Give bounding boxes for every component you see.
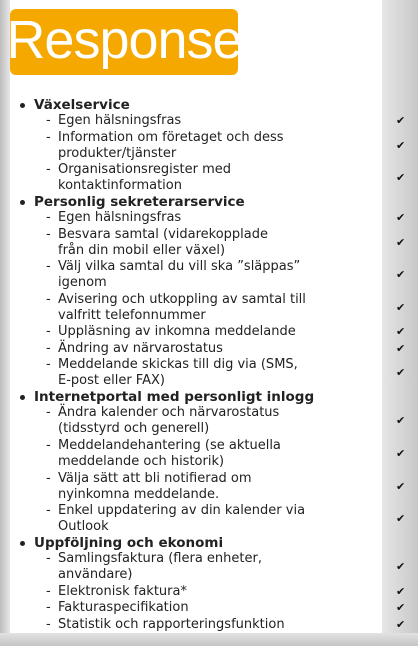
check-icon: ✔	[396, 171, 406, 185]
check-icon: ✔	[396, 325, 406, 339]
check-icon: ✔	[396, 447, 406, 461]
list-item	[58, 584, 328, 600]
list-item-line: Välj vilka samtal du vill ska ”släppas”	[58, 259, 301, 275]
item-dash: -	[46, 551, 51, 567]
list-item	[58, 113, 328, 129]
left-shadow	[0, 0, 10, 646]
list-item	[58, 600, 328, 616]
list-item	[58, 341, 328, 357]
item-dash: -	[46, 470, 51, 486]
list-item-line: valfritt telefonnummer	[58, 307, 206, 323]
item-dash: -	[46, 226, 51, 242]
list-item-line: Välja sätt att bli notifierad om	[58, 470, 252, 486]
list-item	[58, 259, 328, 291]
bottom-shadow	[0, 633, 418, 646]
list-item-line: Meddelande skickas till dig via (SMS,	[58, 357, 298, 372]
section-title: Växelservice	[34, 97, 130, 113]
section-title: Personlig sekreterarservice	[34, 194, 245, 210]
list-item-line: Uppläsning av inkomna meddelande	[58, 324, 296, 340]
check-icon: ✔	[396, 560, 406, 574]
check-icon: ✔	[396, 268, 406, 282]
response-logo	[6, 9, 242, 75]
item-dash: -	[46, 324, 51, 340]
list-item	[58, 292, 328, 324]
check-icon: ✔	[396, 300, 406, 314]
item-dash: -	[46, 600, 51, 616]
section-title: Internetportal med personligt inlogg	[34, 389, 315, 405]
list-item-line: Statistik och rapporteringsfunktion	[58, 616, 285, 632]
item-dash: -	[46, 405, 51, 421]
section-title: Uppföljning och ekonomi	[34, 535, 224, 551]
section-bullet	[20, 200, 25, 205]
section-bullet	[20, 103, 25, 108]
list-item	[58, 471, 328, 503]
list-item-line: Information om företaget och dess	[58, 129, 284, 145]
list-item	[58, 162, 328, 194]
item-dash: -	[46, 162, 51, 178]
list-item-line: användare)	[58, 567, 133, 583]
check-icon: ✔	[396, 211, 406, 225]
check-icon: ✔	[396, 512, 406, 526]
list-item-line: igenom	[58, 275, 107, 291]
check-icon: ✔	[396, 601, 406, 615]
item-dash: -	[46, 291, 51, 307]
list-item-line: (tidsstyrd och generell)	[58, 421, 210, 437]
list-item-line: Ändring av närvarostatus	[58, 340, 223, 356]
list-item-line: Organisationsregister med	[58, 162, 232, 178]
list-item-line: Elektronisk faktura*	[58, 583, 187, 599]
item-dash: -	[46, 616, 51, 632]
list-item	[58, 405, 328, 437]
list-item	[58, 130, 328, 162]
list-item-line: Egen hälsningsfras	[58, 113, 182, 129]
list-item	[58, 357, 328, 389]
check-icon: ✔	[396, 235, 406, 249]
list-item	[58, 503, 328, 535]
list-item-line: från din mobil eller växel)	[58, 242, 226, 258]
check-icon: ✔	[396, 414, 406, 428]
list-item-line: E-post eller FAX)	[58, 373, 165, 388]
list-item-line: nyinkomna meddelande.	[58, 486, 220, 502]
list-item-line: Egen hälsningsfras	[58, 210, 182, 226]
item-dash: -	[46, 583, 51, 599]
section-bullet	[20, 541, 25, 546]
list-item-line: Ändra kalender och närvarostatus	[58, 405, 280, 421]
list-item-line: Outlook	[58, 519, 109, 535]
list-item-line: produkter/tjänster	[58, 145, 177, 161]
list-item	[58, 227, 328, 259]
item-dash: -	[46, 129, 51, 145]
section-bullet	[20, 395, 25, 400]
check-icon: ✔	[396, 366, 406, 380]
list-item	[58, 617, 328, 633]
check-icon: ✔	[396, 114, 406, 128]
item-dash: -	[46, 113, 51, 129]
list-item-line: Besvara samtal (vidarekopplade	[58, 226, 269, 242]
check-icon: ✔	[396, 617, 406, 631]
list-item-line: meddelande och historik)	[58, 453, 225, 469]
list-item-line: Meddelandehantering (se aktuella	[58, 437, 281, 453]
list-item-line: Avisering och utkoppling av samtal till	[58, 291, 306, 307]
check-icon: ✔	[396, 584, 406, 598]
list-item-line: Enkel uppdatering av din kalender via	[58, 503, 306, 519]
logo-text: Response	[6, 10, 242, 70]
right-shadow	[382, 0, 418, 646]
item-dash: -	[46, 259, 51, 275]
check-icon: ✔	[396, 479, 406, 493]
item-dash: -	[46, 437, 51, 453]
check-icon: ✔	[396, 341, 406, 355]
item-dash: -	[46, 210, 51, 226]
list-item	[58, 438, 328, 470]
list-item	[58, 324, 328, 340]
list-item-line: kontaktinformation	[58, 178, 182, 194]
list-item	[58, 210, 328, 226]
list-item	[58, 551, 328, 583]
list-item-line: Fakturaspecifikation	[58, 600, 189, 616]
item-dash: -	[46, 340, 51, 356]
list-item-line: Samlingsfaktura (flera enheter,	[58, 551, 262, 567]
item-dash: -	[46, 357, 51, 372]
item-dash: -	[46, 503, 51, 519]
check-icon: ✔	[396, 138, 406, 152]
